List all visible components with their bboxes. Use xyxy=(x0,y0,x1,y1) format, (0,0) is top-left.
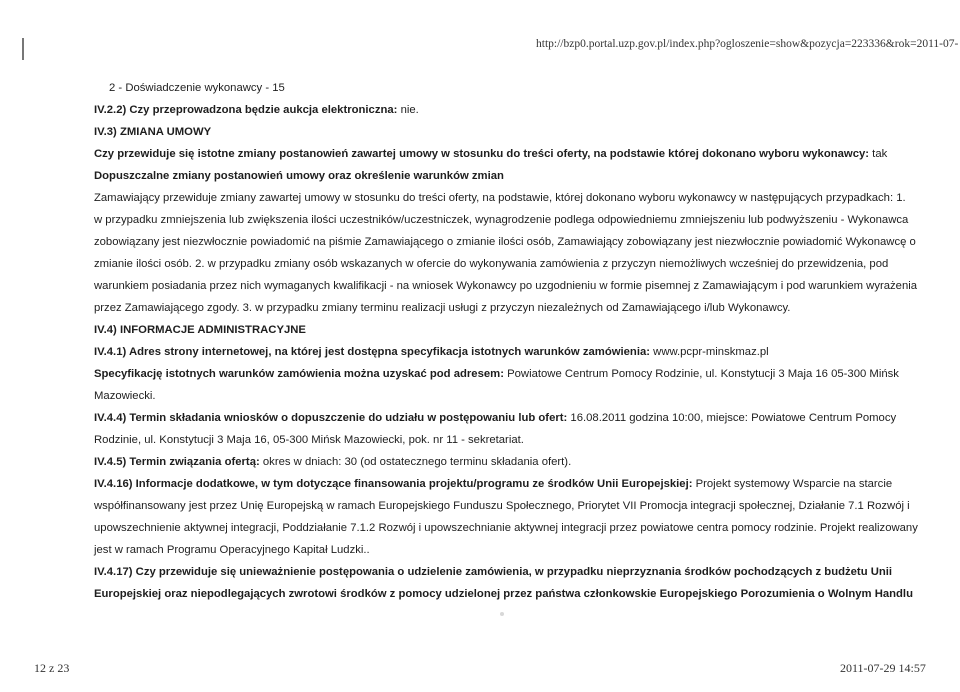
paragraph-line: warunkiem posiadania przez nich wymaganych kwalifikacji - na wniosek Wykonawcy po uzgodnieniu w formie pisemnej z Zamawiającym i pod warunkiem wyrażenia xyxy=(94,280,918,292)
deadline-label: IV.4.4) Termin składania wniosków o dopuszczenie do udziału w postępowaniu lub ofert: xyxy=(94,412,568,424)
paragraph-line: przez Zamawiającego zgody. 3. w przypadku zmiany terminu realizacji usługi z przyczyn niezależnych od Zamawiającego i/lub Wykonawcy. xyxy=(94,302,791,314)
criterion-line: 2 - Doświadczenie wykonawcy - 15 xyxy=(109,82,285,94)
print-datetime: 2011-07-29 14:57 xyxy=(840,661,926,675)
spec-url-line xyxy=(94,341,912,363)
paragraph-line: współfinansowany jest przez Unię Europejską w ramach Europejskiego Funduszu Społecznego, Priorytet VII Promocja integracji społecznej, Działanie 7.1 Rozwój i xyxy=(94,500,910,512)
page-number: 12 z 23 xyxy=(34,661,70,675)
auction-value: nie. xyxy=(397,104,419,116)
paragraph-line: zobowiązany jest niezwłocznie powiadomić na piśmie Zamawiającego o zmianie ilości osób, Zamawiający zobowiązany jest niezwłocznie powiadomić Wykonawcę o xyxy=(94,236,916,248)
contract-changes-label: Czy przewiduje się istotne zmiany postanowień zawartej umowy w stosunku do treści oferty, na podstawie której dokonano wyboru wykonawcy: xyxy=(94,148,870,160)
additional-info-label: IV.4.16) Informacje dodatkowe, w tym dotyczące finansowania projektu/programu ze środków Unii Europejskiej: xyxy=(94,478,693,490)
spec-address-label: Specyfikację istotnych warunków zamówienia można uzyskać pod adresem: xyxy=(94,368,504,380)
contract-changes-line xyxy=(94,143,912,165)
cancellation-heading: IV.4.17) Czy przewiduje się unieważnienie postępowania o udzielenie zamówienia, w przypadku nieprzyznania środków pochodzących z budżetu Unii xyxy=(94,566,893,578)
deadline-cont: Rodzinie, ul. Konstytucji 3 Maja 16, 05-300 Mińsk Mazowiecki, pok. nr 11 - sekretariat. xyxy=(94,434,524,446)
spec-address-value: Powiatowe Centrum Pomocy Rodzinie, ul. Konstytucji 3 Maja 16 05-300 Mińsk xyxy=(503,368,899,380)
additional-info-value: Projekt systemowy Wsparcie na starcie xyxy=(692,478,893,490)
binding-period-label: IV.4.5) Termin związania ofertą: xyxy=(94,456,260,468)
allowed-changes-heading: Dopuszczalne zmiany postanowień umowy oraz określenie warunków zmian xyxy=(94,170,504,182)
cancellation-heading-cont: Europejskiej oraz niepodlegających zwrotowi środków z pomocy udzielonej przez państwa członkowskie Europejskiego Porozumienia o Wolnym Handlu xyxy=(94,588,913,600)
binding-period-value: okres w dniach: 30 (od ostatecznego terminu składania ofert). xyxy=(259,456,572,468)
contract-changes-value: tak xyxy=(869,148,888,160)
spec-url-value: www.pcpr-minskmaz.pl xyxy=(650,346,769,358)
spec-url-label: IV.4.1) Adres strony internetowej, na której jest dostępna specyfikacja istotnych warunków zamówienia: xyxy=(94,346,651,358)
binding-period-line xyxy=(94,451,912,473)
paragraph-line: jest w ramach Programu Operacyjnego Kapitał Ludzki.. xyxy=(94,544,370,556)
spec-address-line xyxy=(94,363,912,385)
scan-dot xyxy=(500,612,504,616)
spec-address-cont: Mazowiecki. xyxy=(94,390,156,402)
document-body xyxy=(94,77,918,605)
paragraph-line: Zamawiający przewiduje zmiany zawartej umowy w stosunku do treści oferty, na podstawie, której dokonano wyboru wykonawcy w następujących przypadkach: 1. xyxy=(94,192,906,204)
auction-line xyxy=(94,99,912,121)
paragraph-line: w przypadku zmniejszenia lub zwiększenia ilości uczestników/uczestniczek, wynagrodzenie podlega odpowiedniemu zmniejszeniu lub podwyższeniu - Wykonawca xyxy=(94,214,909,226)
scan-mark xyxy=(22,38,24,60)
section-heading-iv4: IV.4) INFORMACJE ADMINISTRACYJNE xyxy=(94,324,306,336)
auction-label: IV.2.2) Czy przeprowadzona będzie aukcja elektroniczna: xyxy=(94,104,398,116)
paragraph-line: zmianie ilości osób. 2. w przypadku zmiany osób wskazanych w ofercie do wykonywania zamówienia z przyczyn niemożliwych wcześniej do przewidzenia, pod xyxy=(94,258,889,270)
deadline-line xyxy=(94,407,912,429)
deadline-value: 16.08.2011 godzina 10:00, miejsce: Powiatowe Centrum Pomocy xyxy=(567,412,897,424)
page-url: http://bzp0.portal.uzp.gov.pl/index.php?ogloszenie=show&pozycja=223336&rok=2011-07- xyxy=(536,38,959,50)
paragraph-line: upowszechnienie aktywnej integracji, Poddziałanie 7.1.2 Rozwój i upowszechnianie aktywnej integracji przez powiatowe centra pomocy rodzinie. Projekt realizowany xyxy=(94,522,918,534)
additional-info-line xyxy=(94,473,912,495)
section-heading-iv3: IV.3) ZMIANA UMOWY xyxy=(94,126,212,138)
